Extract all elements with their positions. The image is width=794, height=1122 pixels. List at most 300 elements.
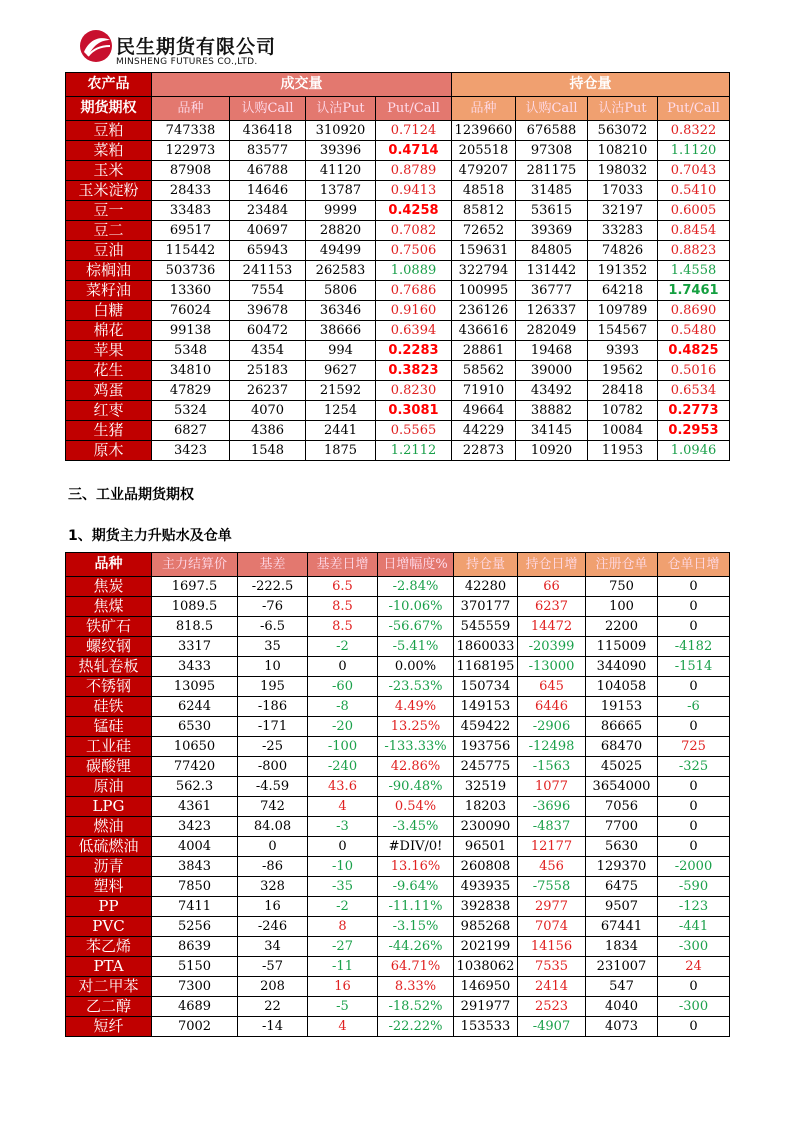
table-cell: -10.06%	[378, 597, 454, 617]
row-label: 苯乙烯	[66, 937, 152, 957]
row-label: 原油	[66, 777, 152, 797]
table-cell: 3654000	[586, 777, 658, 797]
table-row	[66, 637, 730, 657]
row-label: LPG	[66, 797, 152, 817]
table-cell: 4354	[230, 341, 306, 361]
table-cell: -4907	[518, 1017, 586, 1037]
table-cell: 1089.5	[152, 597, 238, 617]
table-cell: 436418	[230, 121, 306, 141]
table-cell: 6244	[152, 697, 238, 717]
table-row	[66, 221, 730, 241]
row-label: 碳酸锂	[66, 757, 152, 777]
table-cell: 6237	[518, 597, 586, 617]
table-cell: 0.9413	[376, 181, 452, 201]
table-cell: 1.4558	[658, 261, 730, 281]
company-logo	[78, 28, 298, 70]
table-cell: -35	[308, 877, 378, 897]
table-cell: 0.8789	[376, 161, 452, 181]
table-cell: 456	[518, 857, 586, 877]
table-cell: 0.5016	[658, 361, 730, 381]
table-row	[66, 937, 730, 957]
table-cell: 3317	[152, 637, 238, 657]
table-cell: 129370	[586, 857, 658, 877]
table-cell: 459422	[454, 717, 518, 737]
table-cell: -100	[308, 737, 378, 757]
table-cell: -300	[658, 937, 730, 957]
table-row	[66, 677, 730, 697]
table-cell: 0	[658, 837, 730, 857]
table-cell: 109789	[588, 301, 658, 321]
table-cell: -2906	[518, 717, 586, 737]
table-row	[66, 777, 730, 797]
table-cell: 281175	[516, 161, 588, 181]
table-cell: 16	[238, 897, 308, 917]
table-cell: 4073	[586, 1017, 658, 1037]
row-label: 对二甲苯	[66, 977, 152, 997]
table-cell: -22.22%	[378, 1017, 454, 1037]
table-cell: -2	[308, 897, 378, 917]
table-cell: -240	[308, 757, 378, 777]
table-row	[66, 977, 730, 997]
volume-group-header: 成交量	[152, 73, 452, 97]
table-row	[66, 321, 730, 341]
row-label: 苹果	[66, 341, 152, 361]
row-label: 低硫燃油	[66, 837, 152, 857]
table-cell: 84.08	[238, 817, 308, 837]
table-cell: 35	[238, 637, 308, 657]
column-header: 认沽Put	[588, 97, 658, 121]
row-label: 菜籽油	[66, 281, 152, 301]
table-cell: -800	[238, 757, 308, 777]
table-cell: 493935	[454, 877, 518, 897]
table-cell: 96501	[454, 837, 518, 857]
agri-options-table	[65, 72, 730, 461]
row-label: 乙二醇	[66, 997, 152, 1017]
table-cell: 67441	[586, 917, 658, 937]
table-cell: 7074	[518, 917, 586, 937]
table-cell: 83577	[230, 141, 306, 161]
table-cell: 742	[238, 797, 308, 817]
table-cell: -246	[238, 917, 308, 937]
table-row	[66, 877, 730, 897]
table-cell: -1563	[518, 757, 586, 777]
row-label: 玉米	[66, 161, 152, 181]
table-cell: 7002	[152, 1017, 238, 1037]
table-cell: -56.67%	[378, 617, 454, 637]
table-cell: 8	[308, 917, 378, 937]
table-cell: 153533	[454, 1017, 518, 1037]
subsection-heading: 1、期货主力升贴水及仓单	[68, 528, 232, 544]
table-row	[66, 597, 730, 617]
table-cell: 0	[658, 1017, 730, 1037]
table-cell: -171	[238, 717, 308, 737]
table-cell: 99138	[152, 321, 230, 341]
table-cell: 0.4825	[658, 341, 730, 361]
column-header: 基差日增	[308, 553, 378, 577]
table-cell: 0.6005	[658, 201, 730, 221]
table-cell: -7558	[518, 877, 586, 897]
table-cell: 6446	[518, 697, 586, 717]
table-cell: 645	[518, 677, 586, 697]
column-header: 持仓量	[454, 553, 518, 577]
table-cell: -3	[308, 817, 378, 837]
table-cell: 6475	[586, 877, 658, 897]
table-cell: 16	[308, 977, 378, 997]
table-cell: -6	[658, 697, 730, 717]
table-cell: 10	[238, 657, 308, 677]
table-cell: 41120	[306, 161, 376, 181]
table-cell: 7411	[152, 897, 238, 917]
table-cell: -12498	[518, 737, 586, 757]
table-cell: 1834	[586, 937, 658, 957]
table-cell: 17033	[588, 181, 658, 201]
table-cell: 195	[238, 677, 308, 697]
table-cell: 208	[238, 977, 308, 997]
table-cell: 21592	[306, 381, 376, 401]
table-cell: 4689	[152, 997, 238, 1017]
table-cell: 5630	[586, 837, 658, 857]
table-cell: 231007	[586, 957, 658, 977]
industrial-futures-table	[65, 552, 730, 1037]
table-cell: 328	[238, 877, 308, 897]
table-cell: 0.8823	[658, 241, 730, 261]
table-cell: 66	[518, 577, 586, 597]
table-cell: 0	[658, 617, 730, 637]
table-cell: 46788	[230, 161, 306, 181]
table-row	[66, 797, 730, 817]
table-cell: 7056	[586, 797, 658, 817]
table-cell: 1239660	[452, 121, 516, 141]
table-cell: 0	[658, 797, 730, 817]
table-cell: 5806	[306, 281, 376, 301]
table-cell: 392838	[454, 897, 518, 917]
table-cell: -14	[238, 1017, 308, 1037]
row-label: 原木	[66, 441, 152, 461]
table-cell: 725	[658, 737, 730, 757]
row-label: 生猪	[66, 421, 152, 441]
table-cell: 0.2773	[658, 401, 730, 421]
table-cell: 74826	[588, 241, 658, 261]
table-cell: -25	[238, 737, 308, 757]
row-label: PTA	[66, 957, 152, 977]
table-cell: 0.7082	[376, 221, 452, 241]
table-cell: -5.41%	[378, 637, 454, 657]
table-cell: 19153	[586, 697, 658, 717]
table-cell: -441	[658, 917, 730, 937]
table-cell: 5348	[152, 341, 230, 361]
table-cell: 8639	[152, 937, 238, 957]
table-cell: 818.5	[152, 617, 238, 637]
row-label: 燃油	[66, 817, 152, 837]
table-cell: -60	[308, 677, 378, 697]
table-cell: -1514	[658, 657, 730, 677]
table-cell: 676588	[516, 121, 588, 141]
table-cell: 58562	[452, 361, 516, 381]
table-cell: 36346	[306, 301, 376, 321]
table-cell: 150734	[454, 677, 518, 697]
column-header: 认沽Put	[306, 97, 376, 121]
table-cell: 18203	[454, 797, 518, 817]
table-cell: 39678	[230, 301, 306, 321]
table-cell: 34	[238, 937, 308, 957]
table-cell: 45025	[586, 757, 658, 777]
table-cell: 6.5	[308, 577, 378, 597]
row-label: 铁矿石	[66, 617, 152, 637]
table-row	[66, 997, 730, 1017]
table-cell: 13095	[152, 677, 238, 697]
table-cell: 0	[658, 677, 730, 697]
table-cell: 100995	[452, 281, 516, 301]
table-cell: 72652	[452, 221, 516, 241]
table-row	[66, 757, 730, 777]
table-cell: -6.5	[238, 617, 308, 637]
table-cell: 13.16%	[378, 857, 454, 877]
table-cell: -3.45%	[378, 817, 454, 837]
table-cell: 19562	[588, 361, 658, 381]
table-cell: 4040	[586, 997, 658, 1017]
row-label: 沥青	[66, 857, 152, 877]
table-cell: 7850	[152, 877, 238, 897]
table-cell: 0.6534	[658, 381, 730, 401]
table-cell: 2523	[518, 997, 586, 1017]
table-cell: 202199	[454, 937, 518, 957]
table-row	[66, 957, 730, 977]
table-cell: 9507	[586, 897, 658, 917]
table-cell: 28820	[306, 221, 376, 241]
table-cell: -133.33%	[378, 737, 454, 757]
table-cell: 28861	[452, 341, 516, 361]
table-cell: -20	[308, 717, 378, 737]
table-cell: 1254	[306, 401, 376, 421]
table-cell: 11953	[588, 441, 658, 461]
table-cell: 8.33%	[378, 977, 454, 997]
row-label: 锰硅	[66, 717, 152, 737]
table-row	[66, 1017, 730, 1037]
table-cell: 1875	[306, 441, 376, 461]
table-cell: 0.54%	[378, 797, 454, 817]
table-cell: 1.0946	[658, 441, 730, 461]
table-cell: 53615	[516, 201, 588, 221]
table-cell: -325	[658, 757, 730, 777]
table-cell: 0.9160	[376, 301, 452, 321]
open-interest-group-header: 持仓量	[452, 73, 730, 97]
table-cell: 40697	[230, 221, 306, 241]
table-row	[66, 181, 730, 201]
table-cell: 39000	[516, 361, 588, 381]
table-cell: 22	[238, 997, 308, 1017]
table-cell: 7700	[586, 817, 658, 837]
table-cell: 0.2283	[376, 341, 452, 361]
table-cell: 0	[238, 837, 308, 857]
table-cell: 0	[658, 717, 730, 737]
table-cell: 4	[308, 797, 378, 817]
table-cell: 747338	[152, 121, 230, 141]
row-label: 塑料	[66, 877, 152, 897]
table-cell: -10	[308, 857, 378, 877]
table-cell: 0.7506	[376, 241, 452, 261]
table-cell: 0	[658, 597, 730, 617]
section-heading: 三、工业品期货期权	[68, 487, 194, 503]
row-label: 焦煤	[66, 597, 152, 617]
table-cell: 3433	[152, 657, 238, 677]
table-cell: -5	[308, 997, 378, 1017]
table-cell: 0.3823	[376, 361, 452, 381]
table-cell: -27	[308, 937, 378, 957]
table-cell: 12177	[518, 837, 586, 857]
table-cell: 4004	[152, 837, 238, 857]
table-cell: 9999	[306, 201, 376, 221]
table-row	[66, 201, 730, 221]
column-header: 仓单日增	[658, 553, 730, 577]
table-row	[66, 241, 730, 261]
table-cell: 31485	[516, 181, 588, 201]
table-cell: -90.48%	[378, 777, 454, 797]
table-cell: 85812	[452, 201, 516, 221]
table-cell: 3423	[152, 441, 230, 461]
table-cell: 1077	[518, 777, 586, 797]
table-cell: 0.5410	[658, 181, 730, 201]
table-cell: 0.5480	[658, 321, 730, 341]
table-cell: 43492	[516, 381, 588, 401]
table-cell: 985268	[454, 917, 518, 937]
table-cell: 1168195	[454, 657, 518, 677]
table-row	[66, 141, 730, 161]
table-row	[66, 717, 730, 737]
table-cell: 122973	[152, 141, 230, 161]
table-cell: 19468	[516, 341, 588, 361]
table-cell: -300	[658, 997, 730, 1017]
table-cell: 0.4258	[376, 201, 452, 221]
row-label: 硅铁	[66, 697, 152, 717]
table-row	[66, 657, 730, 677]
table-cell: 282049	[516, 321, 588, 341]
table-cell: 0.6394	[376, 321, 452, 341]
table-cell: 1697.5	[152, 577, 238, 597]
table-cell: 262583	[306, 261, 376, 281]
table-cell: 36777	[516, 281, 588, 301]
table-cell: 34145	[516, 421, 588, 441]
table-cell: 241153	[230, 261, 306, 281]
table-row	[66, 161, 730, 181]
table-cell: 0	[658, 777, 730, 797]
table-cell: 47829	[152, 381, 230, 401]
table-cell: 69517	[152, 221, 230, 241]
table-cell: 4	[308, 1017, 378, 1037]
table-cell: 104058	[586, 677, 658, 697]
table-cell: -20399	[518, 637, 586, 657]
row-label: PP	[66, 897, 152, 917]
column-header: 品种	[66, 553, 152, 577]
table-cell: -3696	[518, 797, 586, 817]
table-cell: 154567	[588, 321, 658, 341]
table-cell: 7535	[518, 957, 586, 977]
table-row	[66, 381, 730, 401]
table-cell: 503736	[152, 261, 230, 281]
table-row	[66, 577, 730, 597]
table-cell: 13787	[306, 181, 376, 201]
table-cell: 100	[586, 597, 658, 617]
table-cell: 44229	[452, 421, 516, 441]
table-cell: 322794	[452, 261, 516, 281]
row-label: 菜粕	[66, 141, 152, 161]
table-cell: -9.64%	[378, 877, 454, 897]
row-label: 工业硅	[66, 737, 152, 757]
table-cell: 42280	[454, 577, 518, 597]
table-cell: 479207	[452, 161, 516, 181]
table-cell: 10920	[516, 441, 588, 461]
table-cell: 344090	[586, 657, 658, 677]
table-cell: 370177	[454, 597, 518, 617]
table-cell: -57	[238, 957, 308, 977]
table-cell: 10650	[152, 737, 238, 757]
table-cell: -3.15%	[378, 917, 454, 937]
row-label: 棉花	[66, 321, 152, 341]
table-cell: 26237	[230, 381, 306, 401]
table-cell: 71910	[452, 381, 516, 401]
table-cell: 159631	[452, 241, 516, 261]
table-cell: 1548	[230, 441, 306, 461]
row-label: 短纤	[66, 1017, 152, 1037]
table-cell: 0	[658, 977, 730, 997]
table-row	[66, 441, 730, 461]
table-cell: 750	[586, 577, 658, 597]
table-cell: 13.25%	[378, 717, 454, 737]
row-label: 螺纹钢	[66, 637, 152, 657]
table-cell: 22873	[452, 441, 516, 461]
table-cell: 6530	[152, 717, 238, 737]
table-cell: -86	[238, 857, 308, 877]
table-cell: 198032	[588, 161, 658, 181]
table-cell: -23.53%	[378, 677, 454, 697]
table-cell: 24	[658, 957, 730, 977]
table-cell: 33483	[152, 201, 230, 221]
table-cell: 9393	[588, 341, 658, 361]
table-cell: #DIV/0!	[378, 837, 454, 857]
table-row	[66, 817, 730, 837]
table-cell: 38882	[516, 401, 588, 421]
column-header: Put/Call	[658, 97, 730, 121]
table-cell: -4.59	[238, 777, 308, 797]
column-header: 注册仓单	[586, 553, 658, 577]
table-cell: -186	[238, 697, 308, 717]
table-cell: 8.5	[308, 597, 378, 617]
table-cell: 0.7686	[376, 281, 452, 301]
column-header: 认购Call	[230, 97, 306, 121]
table-cell: 0.00%	[378, 657, 454, 677]
table-cell: 34810	[152, 361, 230, 381]
table-row	[66, 261, 730, 281]
row-label: 豆一	[66, 201, 152, 221]
table-cell: 146950	[454, 977, 518, 997]
table-cell: -4182	[658, 637, 730, 657]
row-label: 热轧卷板	[66, 657, 152, 677]
table-cell: 77420	[152, 757, 238, 777]
table-cell: 14156	[518, 937, 586, 957]
table-cell: 64218	[588, 281, 658, 301]
table-cell: 291977	[454, 997, 518, 1017]
column-header: 品种	[152, 97, 230, 121]
table-cell: 14472	[518, 617, 586, 637]
table-cell: 64.71%	[378, 957, 454, 977]
table-cell: -44.26%	[378, 937, 454, 957]
table-cell: 2414	[518, 977, 586, 997]
table-cell: -11.11%	[378, 897, 454, 917]
row-label: 豆粕	[66, 121, 152, 141]
row-label: 玉米淀粉	[66, 181, 152, 201]
table-cell: 60472	[230, 321, 306, 341]
table-row	[66, 301, 730, 321]
table-cell: 6827	[152, 421, 230, 441]
